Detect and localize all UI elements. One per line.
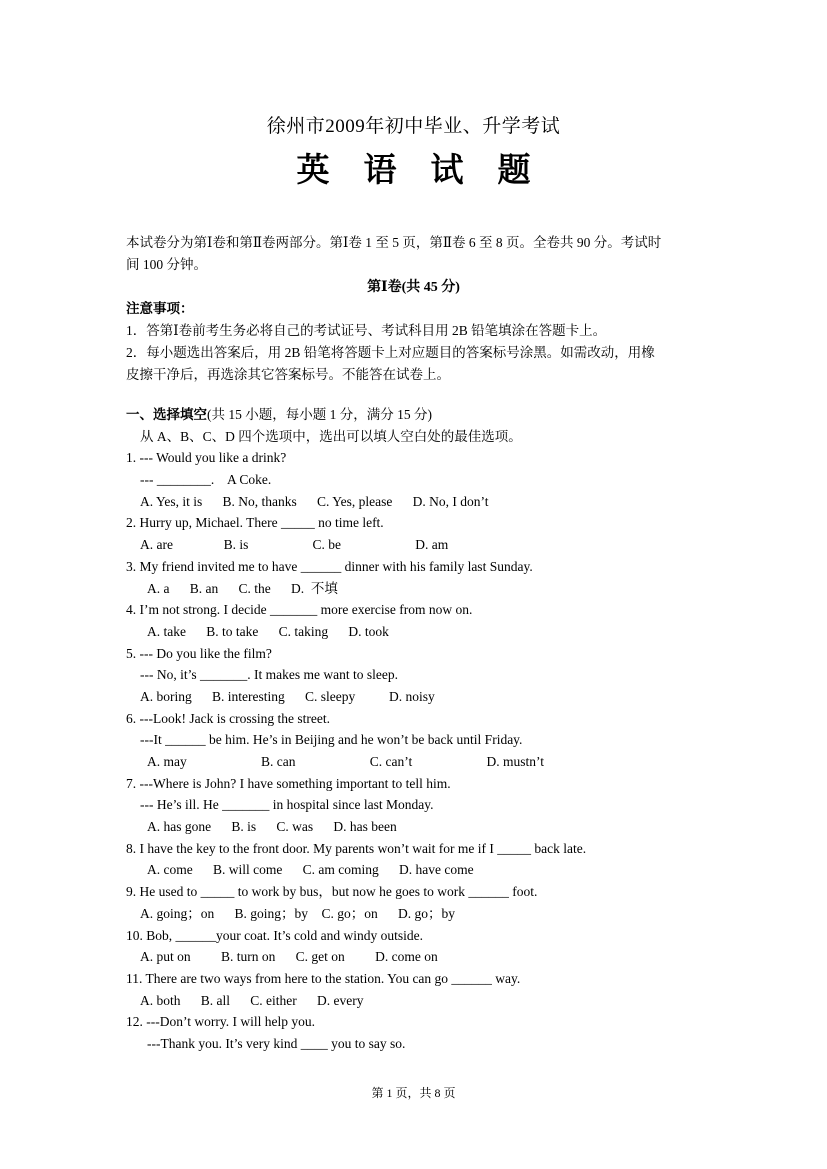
options-line: A. are B. is C. be D. am [140,537,449,553]
part1-choice-section [126,404,726,1055]
question-line: 3. My friend invited me to have ______ dinner with his family last Sunday. [126,558,533,574]
answer-line: --- He’s ill. He _______ in hospital since last Monday. [140,797,434,813]
question-line: 5. --- Do you like the film? [126,645,272,661]
question-line: 9. He used to _____ to work by bus，but now he goes to work ______ foot. [126,884,538,900]
answer-line: --- No, it’s _______. It makes me want to sleep. [140,667,398,683]
part1-heading [126,404,726,426]
options-line: A. going；on B. going；by C. go；on D. go；by [140,905,456,921]
question-line: 12. ---Don’t worry. I will help you. [126,1014,315,1030]
section-heading: 第Ⅰ卷(共 45 分) [367,280,460,295]
part1-instruction: 从 A、B、C、D 四个选项中，选出可以填人空白处的最佳选项。 [140,428,522,444]
options-line: A. put on B. turn on C. get on D. come on [140,949,438,965]
options-line: A. come B. will come C. am coming D. have come [147,862,474,878]
options-line: A. both B. all C. either D. every [140,992,364,1008]
question-line: 1. --- Would you like a drink? [126,450,287,466]
intro-paragraph [126,232,706,276]
part1-heading-rest: (共 15 小题，每小题 1 分，满分 15 分) [207,407,432,422]
notes-block [126,298,706,386]
options-line: A. may B. can C. can’t D. mustn’t [147,754,544,769]
question-line: 8. I have the key to the front door. My parents won’t wait for me if I _____ back late. [126,840,587,856]
options-line: A. has gone B. is C. was D. has been [147,819,397,835]
question-line: 11. There are two ways from here to the station. You can go ______ way. [126,970,521,986]
options-line: A. Yes, it is B. No, thanks C. Yes, please D. No, I don’t [140,493,489,509]
question-line: 10. Bob, ______your coat. It’s cold and windy outside. [126,927,423,943]
intro-line: 间 100 分钟。 [126,257,207,272]
options-line: A. a B. an C. the D. 不填 [147,580,338,596]
question-line: 6. ---Look! Jack is crossing the street. [126,710,330,726]
options-line: A. take B. to take C. taking D. took [147,623,389,639]
notes-item: 皮擦干净后，再选涂其它答案标号。不能答在试卷上。 [126,367,450,382]
question-line: 2. Hurry up, Michael. There _____ no time left. [126,515,384,531]
answer-line: ---It ______ be him. He’s in Beijing and he won’t be back until Friday. [140,732,523,748]
notes-heading: 注意事项： [126,301,194,316]
notes-item: 2．每小题选出答案后，用 2B 铅笔将答题卡上对应题目的答案标号涂黑。如需改动，用橡 [126,345,655,360]
question-line: 4. I’m not strong. I decide _______ more exercise from now on. [126,602,473,618]
exam-subtitle: 徐州市2009年初中毕业、升学考试 [266,116,561,137]
intro-line: 本试卷分为第Ⅰ卷和第Ⅱ卷两部分。第Ⅰ卷 1 至 5 页，第Ⅱ卷 6 至 8 页。全卷共 90 分。考试时 [126,235,662,250]
answer-line: --- ________. A Coke. [140,472,272,488]
exam-title: 英语试题 [296,153,565,189]
answer-line: ---Thank you. It’s very kind ____ you to say so. [147,1035,406,1051]
page-footer: 第 1 页，共 8 页 [371,1086,456,1100]
part1-heading-bold: 一、选择填空 [126,407,207,422]
options-line: A. boring B. interesting C. sleepy D. noisy [140,688,435,704]
question-line: 7. ---Where is John? I have something important to tell him. [126,775,451,791]
notes-item: 1．答第Ⅰ卷前考生务必将自己的考试证号、考试科目用 2B 铅笔填涂在答题卡上。 [126,323,607,338]
